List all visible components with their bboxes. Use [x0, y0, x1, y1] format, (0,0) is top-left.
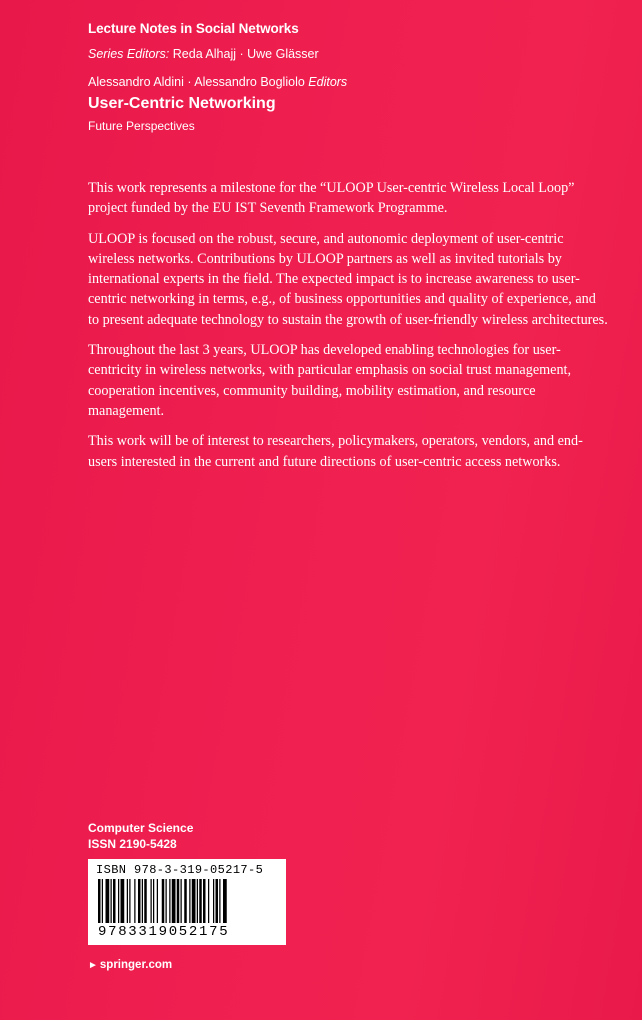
barcode-bar: [121, 879, 125, 923]
barcode-bar: [192, 879, 196, 923]
barcode-bar: [113, 879, 116, 923]
barcode-bar: [199, 879, 202, 923]
blurb-paragraph: ULOOP is focused on the robust, secure, and autonomic deployment of user-centric wireless networks. Contributions by ULOOP partners as well as invited tutorials by international experts in the field. The expected impact is to increase awareness to user-centric networking in terms, e.g., of business opportunities and quality of experience, and to present adequate technology to sustain the growth of user-friendly wireless architectures.: [88, 230, 608, 328]
issn-label: ISSN 2190-5428: [88, 837, 177, 851]
barcode-bar: [102, 879, 103, 923]
barcode-bar: [189, 879, 190, 923]
barcode-bar: [177, 879, 180, 923]
barcode-bar: [138, 879, 141, 923]
isbn-text: ISBN 978-3-319-05217-5: [96, 863, 264, 877]
book-title: User-Centric Networking: [88, 95, 276, 112]
series-editors-label: Series Editors:: [88, 47, 170, 61]
barcode-bar: [166, 879, 167, 923]
series-editors: [88, 46, 608, 62]
barcode-bar: [203, 879, 206, 923]
publisher-link[interactable]: [88, 957, 172, 974]
barcode-bar: [127, 879, 128, 923]
barcode-bar: [169, 879, 170, 923]
book-editors: [88, 74, 608, 90]
barcode-bar: [106, 879, 110, 923]
barcode-bar: [172, 879, 176, 923]
barcode-bar: [213, 879, 214, 923]
book-editors-names: Alessandro Aldini · Alessandro Bogliolo: [88, 75, 305, 89]
barcode-bar: [118, 879, 119, 923]
barcode-bar: [223, 879, 227, 923]
barcode-bar: [219, 879, 220, 923]
series-title: Lecture Notes in Social Networks: [88, 21, 299, 36]
blurb-paragraph: This work represents a milestone for the “ULOOP User-centric Wireless Local Loop” project funded by the EU IST Seventh Framework Programme.: [88, 180, 575, 217]
book-subtitle: Future Perspectives: [88, 119, 195, 133]
barcode-bar: [111, 879, 112, 923]
barcode-bar: [157, 879, 158, 923]
cover-header: [88, 20, 608, 134]
ean-number: 9783319052175: [98, 924, 230, 940]
barcode: [88, 859, 286, 945]
barcode-bar: [98, 879, 101, 923]
blurb-paragraph: This work will be of interest to researchers, policymakers, operators, vendors, and end-users interested in the current and future directions of user-centric access networks.: [88, 433, 583, 470]
blurb-paragraph: Throughout the last 3 years, ULOOP has developed enabling technologies for user-centricity in wireless networks, with particular emphasis on social trust management, cooperation incentives, community building, mobility estimation, and resource management.: [88, 342, 572, 419]
arrow-right-icon: ►: [88, 960, 98, 971]
book-editors-role: Editors: [308, 75, 348, 89]
cover-footer: [88, 820, 308, 852]
barcode-bar: [151, 879, 152, 923]
series-editors-names: Reda Alhajj · Uwe Glässer: [172, 47, 319, 61]
subject-label: Computer Science: [88, 821, 194, 835]
barcode-bar: [144, 879, 147, 923]
barcode-bar: [216, 879, 219, 923]
barcode-bar: [142, 879, 143, 923]
barcode-bar: [181, 879, 182, 923]
barcode-bars: [96, 879, 278, 923]
barcode-bar: [134, 879, 135, 923]
barcode-bar: [184, 879, 187, 923]
barcode-bar: [208, 879, 209, 923]
barcode-bar: [129, 879, 130, 923]
barcode-bar: [197, 879, 198, 923]
barcode-bar: [153, 879, 154, 923]
publisher-url: springer.com: [99, 959, 173, 971]
blurb: [88, 178, 608, 482]
barcode-bar: [162, 879, 165, 923]
